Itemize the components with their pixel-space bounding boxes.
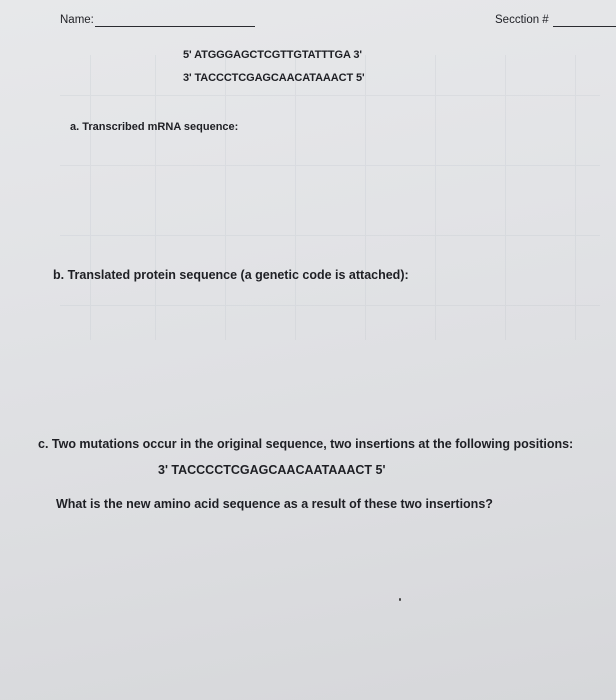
name-label: Name: [60, 14, 94, 26]
question-a-label: a. Transcribed mRNA sequence: [70, 121, 239, 133]
question-b-label: b. Translated protein sequence (a genetic code is attached): [53, 268, 409, 282]
bleed-through-table [60, 55, 600, 340]
paper-speck [399, 598, 401, 601]
question-c-prompt: What is the new amino acid sequence as a result of these two insertions? [56, 497, 493, 511]
name-blank-line [95, 26, 255, 27]
dna-bottom-strand: 3' TACCCTCGAGCAACATAAACT 5' [183, 72, 365, 84]
section-blank-line [553, 26, 616, 27]
dna-top-strand: 5' ATGGGAGCTCGTTGTATTTGA 3' [183, 49, 362, 61]
mutated-sequence: 3' TACCCCTCGAGCAACAATAAACT 5' [158, 463, 386, 477]
section-label: Secction # [495, 14, 549, 26]
question-c-label: c. Two mutations occur in the original sequence, two insertions at the following positions: [38, 437, 574, 451]
